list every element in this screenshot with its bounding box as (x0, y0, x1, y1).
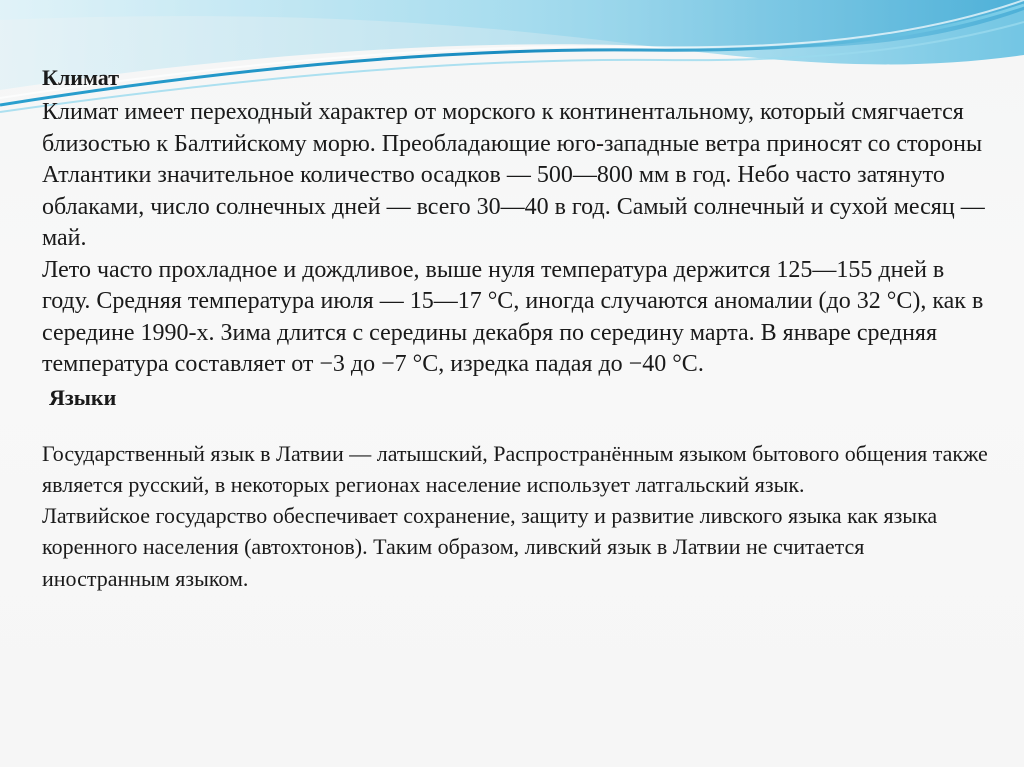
climate-heading: Климат (42, 65, 120, 90)
languages-paragraph-2: Латвийское государство обеспечивает сохранение, защиту и развитие ливского языка как языка коренного населения (автохтонов). Таким образом, ливский язык в Латвии не считается иностранным языком. (42, 503, 938, 591)
climate-paragraph-2: Лето часто прохладное и дождливое, выше нуля температура держится 125—155 дней в году. Средняя температура июля — 15—17 °С, иногда случаются аномалии (до 32 °С), как в середине 1990-х. Зима длится с середины декабря по середину марта. В январе средняя температура составляет от −3 до −7 °С, изредка падая до −40 °С. (42, 256, 984, 377)
languages-heading: Языки (49, 384, 117, 410)
languages-paragraph-1: Государственный язык в Латвии — латышский, Распространённым языком бытового общения также является русский, в некоторых регионах население использует латгальский язык. (42, 440, 988, 497)
content-area (42, 66, 992, 594)
climate-paragraph-1: Климат имеет переходный характер от морского к континентальному, который смягчается близостью к Балтийскому морю. Преобладающие юго-западные ветра приносят со стороны Атлантики значительное количество осадков — 500—800 мм в год. Небо часто затянуто облаками, число солнечных дней — всего 30—40 в год. Самый солнечный и сухой месяц — май. (42, 99, 985, 251)
